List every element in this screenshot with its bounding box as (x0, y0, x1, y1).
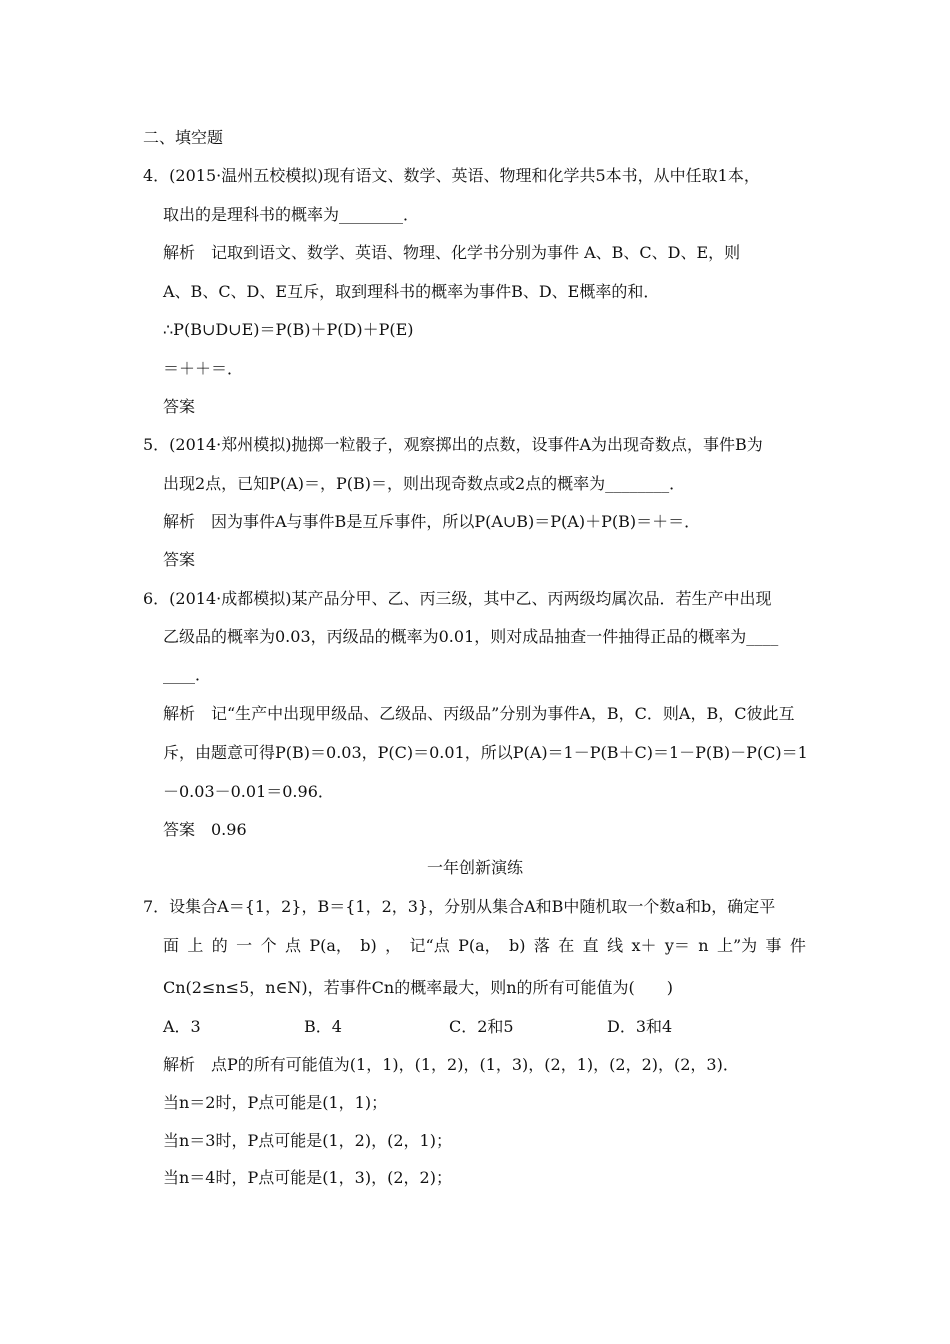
q4-line-1: 4．(2015·温州五校模拟)现有语文、数学、英语、物理和化学共5本书，从中任取1本， (143, 166, 760, 185)
q6-answer: 答案 0.96 (163, 820, 247, 839)
section-heading: 二、填空题 (143, 128, 224, 147)
q7-line-1: 7．设集合A＝{1，2}，B＝{1，2，3}，分别从集合A和B中随机取一个数a和b，确定平 (143, 897, 776, 916)
q5-line-1: 5．(2014·郑州模拟)抛掷一粒骰子，观察掷出的点数，设事件A为出现奇数点，事件B为 (143, 435, 763, 454)
q7-option-c: C．2和5 (449, 1017, 514, 1036)
q5-answer: 答案 (163, 550, 196, 569)
q4-analysis-1: 解析 记取到语文、数学、英语、物理、化学书分别为事件 A、B、C、D、E，则 (163, 243, 741, 262)
q4-analysis-2: A、B、C、D、E互斥，取到理科书的概率为事件B、D、E概率的和． (163, 282, 660, 301)
q4-analysis-4: ＝＋＋＝． (163, 359, 244, 378)
q6-line-1: 6．(2014·成都模拟)某产品分甲、乙、丙三级，其中乙、丙两级均属次品．若生产中出现 (143, 589, 772, 608)
q7-option-d: D．3和4 (607, 1017, 673, 1036)
q7-analysis-3: 当n＝3时，P点可能是(1，2)，(2，1)； (163, 1131, 452, 1150)
q4-line-2: 取出的是理科书的概率为________． (163, 205, 420, 224)
q6-line-3: ____． (163, 665, 212, 684)
q4-answer: 答案 (163, 397, 196, 416)
q6-analysis-3: －0.03－0.01＝0.96． (163, 782, 334, 801)
q6-analysis-1: 解析 记“生产中出现甲级品、乙级品、丙级品”分别为事件A，B，C．则A，B，C彼此互 (163, 704, 795, 723)
q7-analysis-1: 解析 点P的所有可能值为(1，1)，(1，2)，(1，3)，(2，1)，(2，2)，(2，3)． (163, 1055, 739, 1074)
q4-analysis-3: ∴P(B∪D∪E)＝P(B)＋P(D)＋P(E) (163, 320, 414, 339)
q5-line-2: 出现2点，已知P(A)＝，P(B)＝，则出现奇数点或2点的概率为________． (163, 474, 686, 493)
q7-option-b: B．4 (304, 1017, 342, 1036)
q7-line-3: Cn(2≤n≤5，n∈N)，若事件Cn的概率最大，则n的所有可能值为( ) (163, 978, 673, 997)
q5-analysis-1: 解析 因为事件A与事件B是互斥事件，所以P(A∪B)＝P(A)＋P(B)＝＋＝． (163, 512, 701, 531)
q7-analysis-4: 当n＝4时，P点可能是(1，3)，(2，2)； (163, 1168, 452, 1187)
q7-line-2: 面 上 的 一 个 点 P(a， b) ， 记“点 P(a， b) 落 在 直 线 x＋ y＝ n 上”为 事 件 (163, 936, 806, 955)
section-subheading: 一年创新演练 (426, 858, 523, 877)
q6-analysis-2: 斥，由题意可得P(B)＝0.03，P(C)＝0.01，所以P(A)＝1－P(B＋C)＝1－P(B)－P(C)＝1 (163, 743, 808, 762)
q7-option-a: A．3 (163, 1017, 201, 1036)
q6-line-2: 乙级品的概率为0.03，丙级品的概率为0.01，则对成品抽查一件抽得正品的概率为____ (163, 627, 779, 646)
q7-analysis-2: 当n＝2时，P点可能是(1，1)； (163, 1093, 388, 1112)
